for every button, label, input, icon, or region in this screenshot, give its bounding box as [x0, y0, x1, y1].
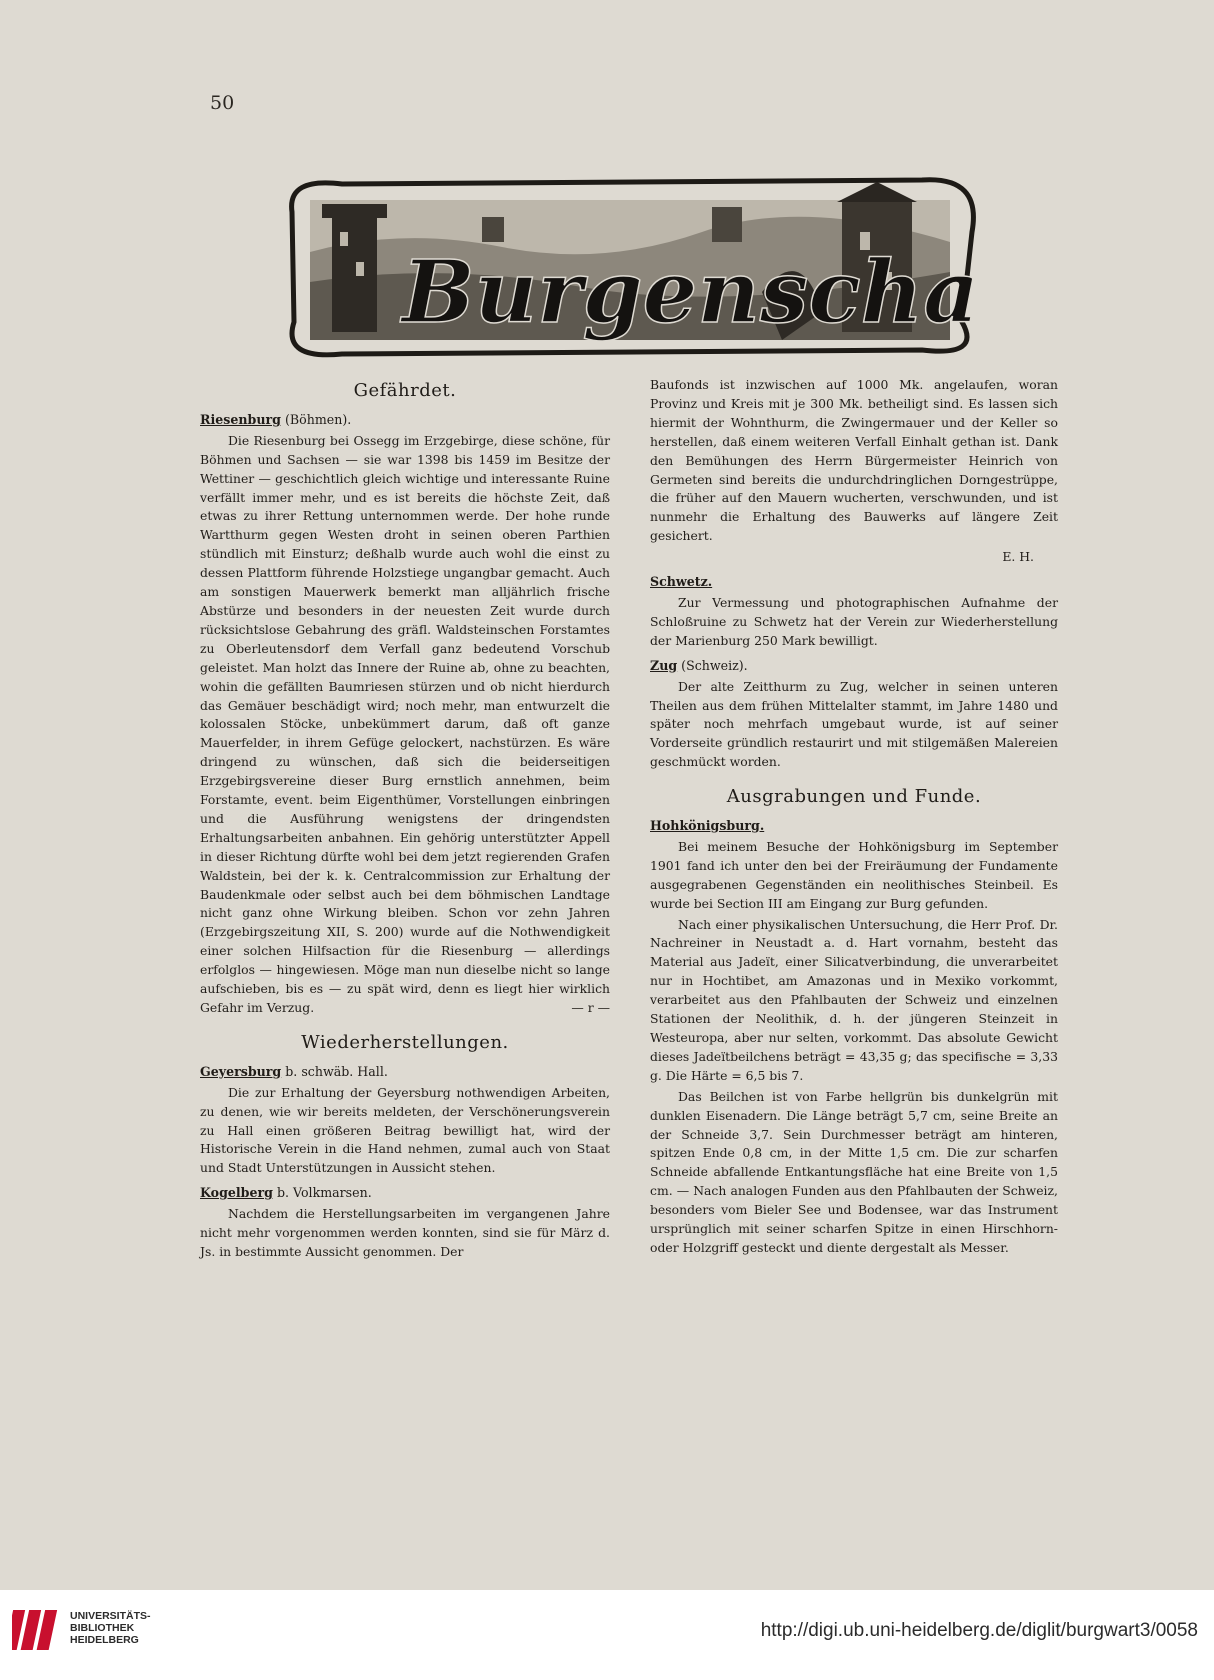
kogelberg-place: Kogelberg: [200, 1185, 273, 1201]
entry-kogelberg-heading: [200, 1184, 610, 1203]
page-number: 50: [210, 92, 235, 114]
kogelberg-text-continued: Baufonds ist inzwischen auf 1000 Mk. angelaufen, woran Provinz und Kreis mit je 300 Mk. betheiligt sind. Es lassen sich hiermit der Wohnthurm, die Zwingermauer und der Keller so herstellen, daß einem weiteren Verfall Einhalt gethan ist. Dank den Bemühungen des Herrn Bürgermeister Heinrich von Germeten sind bereits die undurchdringlichen Dorngestrüppe, die früher auf den Mauern wucherten, verschwunden, und ist nunmehr die Erhaltung des Bauwerks auf längere Zeit gesichert.: [650, 377, 1058, 544]
entry-schwetz-heading: [650, 573, 1058, 592]
geyersburg-region: b. schwäb. Hall.: [285, 1063, 388, 1079]
schwetz-text: Zur Vermessung und photographischen Aufnahme der Schloßruine zu Schwetz hat der Verein zur Wiederherstellung der Marienburg 250 Mark bewilligt.: [650, 594, 1058, 648]
right-column: [650, 376, 1058, 1260]
geyersburg-text: Die zur Erhaltung der Geyersburg nothwendigen Arbeiten, zu denen, wie wir bereits meldeten, der Verschönerungsverein zu Hall einen größeren Beitrag bewilligt hat, wird der Historische Verein in die Hand nehmen, zumal auch von Staat und Stadt Unterstützungen in Aussicht stehen.: [200, 1084, 610, 1176]
kogelberg-region: b. Volkmarsen.: [276, 1185, 372, 1201]
banner-title: Burgenschau: [402, 242, 982, 343]
zug-text: Der alte Zeitthurm zu Zug, welcher in seinen unteren Theilen aus dem frühen Mittelalter stammt, im Jahre 1480 und später noch mehrfach umgebaut wurde, ist auf seiner Vorderseite gründlich restaurirt und mit stilgemäßen Malereien geschmückt worden.: [650, 678, 1058, 770]
riesenburg-signature: — r —: [571, 1000, 610, 1015]
footer-bar: [0, 1590, 1214, 1680]
burgenschau-banner: [282, 172, 982, 362]
section-gefaehrdet-title: Gefährdet.: [353, 380, 457, 401]
geyersburg-place: Geyersburg: [200, 1063, 282, 1079]
library-name: UNIVERSITÄTS- BIBLIOTHEK HEIDELBERG: [70, 1610, 151, 1646]
digital-library-url[interactable]: http://digi.ub.uni-heidelberg.de/diglit/burgwart3/0058: [760, 1620, 1198, 1641]
entry-riesenburg-heading: [200, 411, 610, 430]
section-wiederherstellungen-title: Wiederherstellungen.: [301, 1031, 509, 1053]
hohkoenigsburg-text-2: Nach einer physikalischen Untersuchung, die Herr Prof. Dr. Nachreiner in Neustadt a. d. Hart vornahm, besteht das Material aus Jadeït, einer Silicatverbindung, die unverarbeitet nur in Hochtibet, am Amazonas und in Mexiko vorkommt, verarbeitet aus den Pfahlbauten der Schweiz und einzelnen Stationen der Neolithik, d. h. der jüngeren Steinzeit in Westeuropa, aber nur selten, vorkommt. Das absolute Gewicht dieses Jadeïtbeilchens beträgt = 43,35 g; das specifische = 3,33 g. Die Härte = 6,5 bis 7.: [650, 916, 1058, 1083]
hohkoenigsburg-place: Hohkönigsburg.: [650, 818, 765, 834]
section-ausgrabungen-title: Ausgrabungen und Funde.: [726, 786, 982, 808]
riesenburg-text: Die Riesenburg bei Ossegg im Erzgebirge, diese schöne, für Böhmen und Sachsen — sie war 1398 bis 1459 im Besitze der Wettiner — geschichtlich gleich wichtige und interessante Ruine verfällt immer mehr, und es ist bereits die höchste Zeit, daß etwas zu ihrer Rettung unternommen werde. Der hohe runde Wartthurm gegen Westen droht in seinen oberen Parthien stündlich mit Einsturz; deßhalb wurde auch wohl die einst zu dessen Plattform führende Holzstiege ungangbar gemacht. Auch am sonstigen Mauerwerk bemerkt man alljährlich frische Abstürze und besonders in der neuesten Zeit wurde durch rücksichtslose Gebahrung des gräfl. Waldsteinschen Forstamtes zu Oberleutensdorf dem Verfall ganz bedeutend Vorschub geleistet. Man holzt das Innere der Ruine ab, ohne zu beachten, wohin die gefällten Baumriesen stürzen und ob nicht hierdurch das Gemäuer beschädigt wird; noch mehr, man entwurzelt die kolossalen Stöcke, unbekümmert darum, daß oft ganze Mauerfelder, in ihrem Gefüge gelockert, nachstürzen. Es wäre dringend zu wünschen, daß sich die beiderseitigen Erzgebirgsvereine dieser Burg ernstlich annehmen, beim Forstamte, event. beim Eigenthümer, Vorstellungen einbringen und die Ausführung wenigstens der dringendsten Erhaltungsarbeiten anbahnen. Ein gehörig unterstützter Appell in dieser Richtung dürfte wohl bei dem jetzt regierenden Grafen Waldstein, bei der k. k. Centralcommission zur Erhaltung der Baudenkmale oder selbst auch bei dem böhmischen Landtage nicht ganz ohne Wirkung bleiben. Schon vor zehn Jahren (Erzgebirgszeitung XII, S. 200) wurde auf die Nothwendigkeit einer solchen Hilfsaction für die Riesenburg — allerdings erfolglos — hingewiesen. Möge man nun dieselbe nicht so lange aufschieben, bis es — zu spät wird, denn es liegt hier wirklich Gefahr im Verzug. — r —: [200, 432, 610, 1018]
university-library-logo-icon: [12, 1606, 62, 1656]
zug-place: Zug: [650, 657, 678, 673]
entry-geyersburg-heading: [200, 1063, 610, 1082]
left-column: [200, 376, 610, 1264]
entry-hohkoenigsburg-heading: [650, 817, 1058, 836]
kogelberg-signature: E. H.: [1002, 549, 1034, 565]
riesenburg-place: Riesenburg: [200, 411, 281, 427]
castle-landscape-illustration: [282, 172, 982, 362]
riesenburg-region: (Böhmen).: [284, 411, 352, 427]
entry-zug-heading: [650, 657, 1058, 676]
zug-region: (Schweiz).: [681, 657, 748, 673]
hohkoenigsburg-text-3: Das Beilchen ist von Farbe hellgrün bis dunkelgrün mit dunklen Eisenadern. Die Länge beträgt 5,7 cm, seine Breite an der Schneide 3,7. Sein Durchmesser beträgt am hinteren, spitzen Ende 0,8 cm, in der Mitte 1,5 cm. Die zur scharfen Schneide abfallende Entkantungsfläche hat eine Breite von 1,5 cm. — Nach analogen Funden aus den Pfahlbauten der Schweiz, besonders vom Bieler See und Bodensee, war das Instrument ursprünglich mit seiner scharfen Spitze in einen Hirschhorn- oder Holzgriff gesteckt und diente dergestalt als Messer.: [650, 1088, 1058, 1255]
kogelberg-text: Nachdem die Herstellungsarbeiten im vergangenen Jahre nicht mehr vorgenommen werden konnten, sind sie für März d. Js. in bestimmte Aussicht genommen. Der: [200, 1206, 610, 1259]
hohkoenigsburg-text-1: Bei meinem Besuche der Hohkönigsburg im September 1901 fand ich unter den bei der Freiräumung der Fundamente ausgegrabenen Gegenständen ein neolithisches Steinbeil. Es wurde bei Section III am Eingang zur Burg gefunden.: [650, 838, 1058, 911]
schwetz-place: Schwetz.: [650, 574, 713, 590]
